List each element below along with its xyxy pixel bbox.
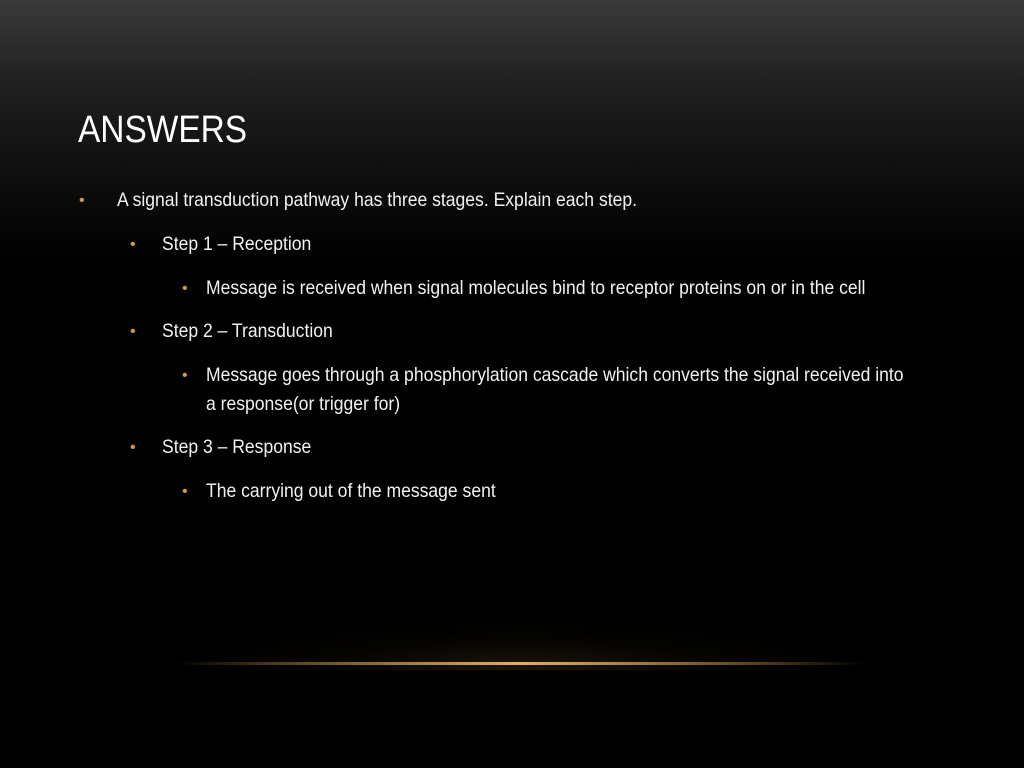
bullet-item-step-1-detail: [78, 274, 938, 303]
bullet-icon: •: [130, 323, 136, 340]
gold-divider-line: [176, 662, 866, 665]
bullet-icon: •: [182, 367, 188, 384]
bullet-icon: •: [130, 439, 136, 456]
bullet-text: Step 2 – Transduction: [162, 320, 333, 342]
bullet-list: [78, 186, 938, 520]
bullet-text: The carrying out of the message sent: [206, 480, 496, 502]
bullet-text: Step 3 – Response: [162, 436, 312, 458]
bullet-item-step-2-detail: [78, 361, 938, 419]
bullet-text: Message is received when signal molecules bind to receptor proteins on or in the cell: [206, 277, 866, 299]
bullet-icon: •: [182, 483, 188, 500]
bullet-item-step-1: [78, 230, 938, 259]
bullet-text: Message goes through a phosphorylation cascade which converts the signal received into a response(or trigger for): [206, 364, 904, 415]
slide-title: ANSWERS: [78, 109, 248, 151]
bullet-icon: •: [79, 192, 85, 209]
bullet-item-step-2: [78, 317, 938, 346]
bullet-item-step-3: [78, 433, 938, 462]
bullet-item-step-3-detail: [78, 477, 938, 506]
bullet-item-question: [78, 186, 938, 215]
bullet-text: A signal transduction pathway has three stages. Explain each step.: [117, 189, 638, 211]
bullet-icon: •: [130, 236, 136, 253]
bullet-text: Step 1 – Reception: [162, 233, 312, 255]
bullet-icon: •: [182, 280, 188, 297]
